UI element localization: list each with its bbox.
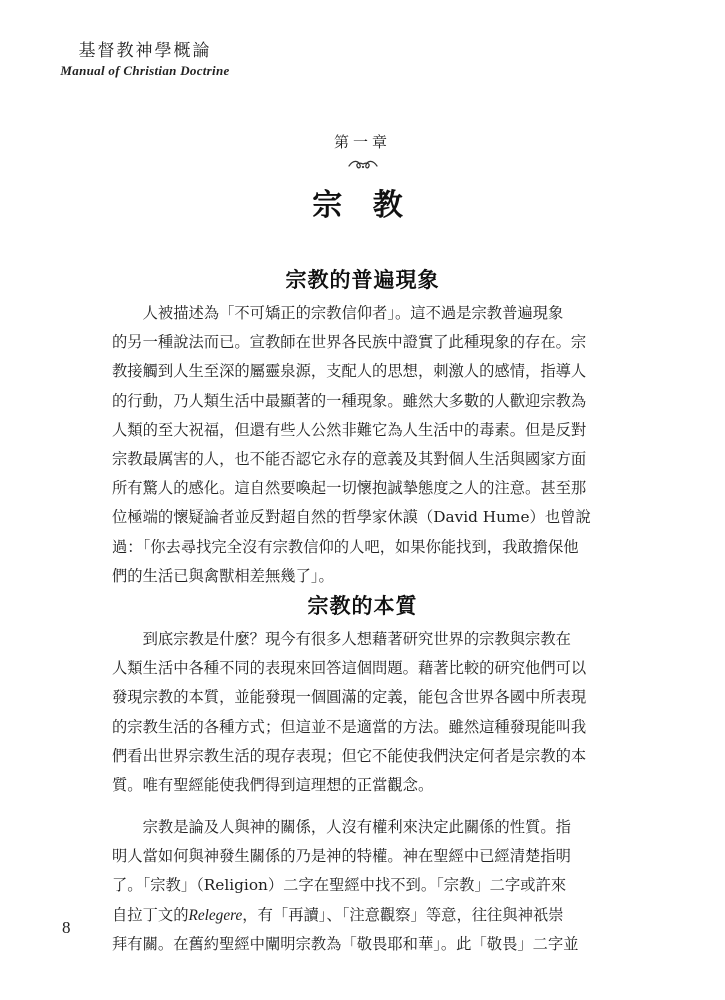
text-line: 的宗教生活的各種方式；但這並不是適當的方法。雖然這種發現能叫我 <box>112 717 587 736</box>
text-line: 所有驚人的感化。這自然要喚起一切懷抱誠摯態度之人的注意。甚至那 <box>112 479 587 498</box>
text-line: 的行動，乃人類生活中最顯著的一種現象。雖然大多數的人歡迎宗教為 <box>112 391 587 410</box>
running-header-title-en: Manual of Christian Doctrine <box>60 63 230 78</box>
text-line: 發現宗教的本質，並能發現一個圓滿的定義，能包含世界各國中所表現 <box>112 688 587 707</box>
text-line: 人被描述為「不可矯正的宗教信仰者」。這不過是宗教普遍現象 <box>112 304 564 322</box>
text-line: 們看出世界宗教生活的現存表現；但它不能使我們決定何者是宗教的本 <box>112 746 587 765</box>
scroll-flourish-icon <box>347 157 379 171</box>
text-line <box>112 901 617 930</box>
text-line: 了。「宗教」（Religion）二字在聖經中找不到。「宗教」二字或許來 <box>112 876 567 895</box>
chapter-title: 宗 教 <box>312 188 413 223</box>
text-line: 拜有關。在舊約聖經中闡明宗教為「敬畏耶和華」。此「敬畏」二字並 <box>112 934 579 953</box>
section-heading-nature-of-religion: 宗教的本質 <box>307 593 418 618</box>
text-line: 宗教最厲害的人，也不能否認它永存的意義及其對個人生活與國家方面 <box>112 450 587 469</box>
text-line: 教接觸到人生至深的屬靈泉源，支配人的思想，刺激人的感情，指導人 <box>112 362 587 381</box>
running-header <box>60 36 230 79</box>
text-fragment: ，有「再讀」、「注意觀察」等意，往往與神祇崇 <box>242 905 564 924</box>
section-heading-universal-phenomenon: 宗教的普遍現象 <box>285 267 440 292</box>
paragraph-nature-of-religion-1 <box>112 625 617 800</box>
chapter-label: 第一章 <box>333 133 391 151</box>
text-line: 宗教是論及人與神的關係，人沒有權利來決定此關係的性質。指 <box>112 818 571 836</box>
paragraph-universal-phenomenon <box>112 299 617 591</box>
text-line: 到底宗教是什麼？現今有很多人想藉著研究世界的宗教與宗教在 <box>112 630 571 648</box>
paragraph-nature-of-religion-2 <box>112 813 617 959</box>
text-line: 過：「你去尋找完全沒有宗教信仰的人吧，如果你能找到，我敢擔保他 <box>112 537 579 556</box>
text-fragment: 自拉丁文的 <box>112 905 189 924</box>
text-line: 位極端的懷疑論者並反對超自然的哲學家休謨（David Hume）也曾說 <box>112 508 591 527</box>
text-line: 質。唯有聖經能使我們得到這理想的正當觀念。 <box>112 776 434 795</box>
text-line: 人類的至大祝福，但還有些人公然非難它為人生活中的毒素。但是反對 <box>112 420 587 439</box>
text-line: 的另一種說法而已。宣教師在世界各民族中證實了此種現象的存在。宗 <box>112 333 587 352</box>
text-line: 明人當如何與神發生關係的乃是神的特權。神在聖經中已經清楚指明 <box>112 847 571 866</box>
page-number: 8 <box>62 918 71 937</box>
running-header-title-zh: 基督教神學概論 <box>78 41 212 61</box>
latin-term: Relegere <box>188 906 243 924</box>
text-line: 們的生活已與禽獸相差無幾了」。 <box>112 566 334 585</box>
text-line: 人類生活中各種不同的表現來回答這個問題。藉著比較的研究他們可以 <box>112 659 587 678</box>
